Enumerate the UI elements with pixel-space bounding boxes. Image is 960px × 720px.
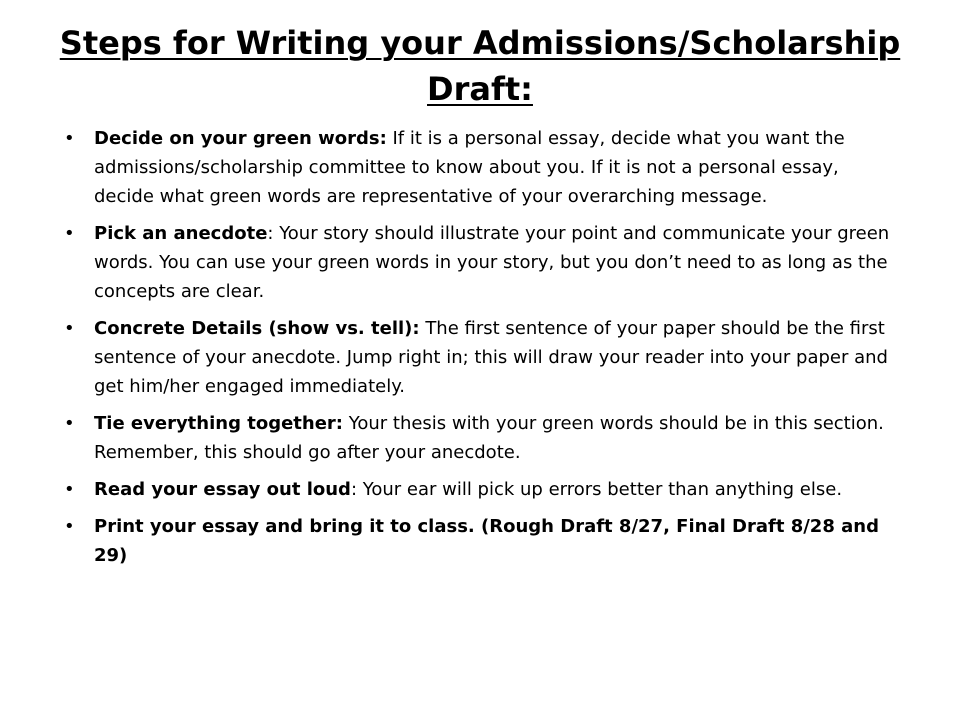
bullet-dot-icon: •	[64, 516, 75, 537]
bullet-dot-icon: •	[64, 413, 75, 434]
bullet-item-green-words	[64, 124, 904, 211]
bullet-item-tie-together	[64, 409, 904, 467]
bullet-text: : Your story should illustrate your point and communicate your green words. You can use your green words in your story, but you don’t need to as long as the concepts are clear.	[94, 223, 890, 302]
bullet-item-print-essay	[64, 512, 904, 570]
slide-title: Steps for Writing your Admissions/Scholarship Draft:	[59, 24, 901, 108]
bullet-text: The first sentence of your paper should be the first sentence of your anecdote. Jump right in; this will draw your reader into your paper and get him/her engaged immediately.	[94, 318, 888, 397]
bullet-dot-icon: •	[64, 479, 75, 500]
bullet-text: Your thesis with your green words should be in this section. Remember, this should go after your anecdote.	[94, 413, 884, 463]
bullet-text: If it is a personal essay, decide what you want the admissions/scholarship committee to know about you. If it is not a personal essay, decide what green words are representative of your overarching message.	[94, 128, 845, 207]
bullet-lead: Pick an anecdote	[94, 223, 268, 244]
bullet-dot-icon: •	[64, 318, 75, 339]
bullet-item-concrete-details	[64, 314, 904, 401]
bullet-lead: Concrete Details (show vs. tell):	[94, 318, 420, 339]
bullet-lead: Print your essay and bring it to class. (Rough Draft 8/27, Final Draft 8/28 and 29)	[94, 516, 879, 566]
bullet-item-anecdote	[64, 219, 904, 306]
bullet-dot-icon: •	[64, 128, 75, 149]
bullet-lead: Decide on your green words:	[94, 128, 387, 149]
bullet-text: : Your ear will pick up errors better than anything else.	[350, 479, 843, 500]
bullet-item-read-aloud	[64, 475, 904, 504]
bullet-dot-icon: •	[64, 223, 75, 244]
bullet-list	[64, 124, 904, 578]
bullet-lead: Tie everything together:	[94, 413, 344, 434]
bullet-lead: Read your essay out loud	[94, 479, 351, 500]
